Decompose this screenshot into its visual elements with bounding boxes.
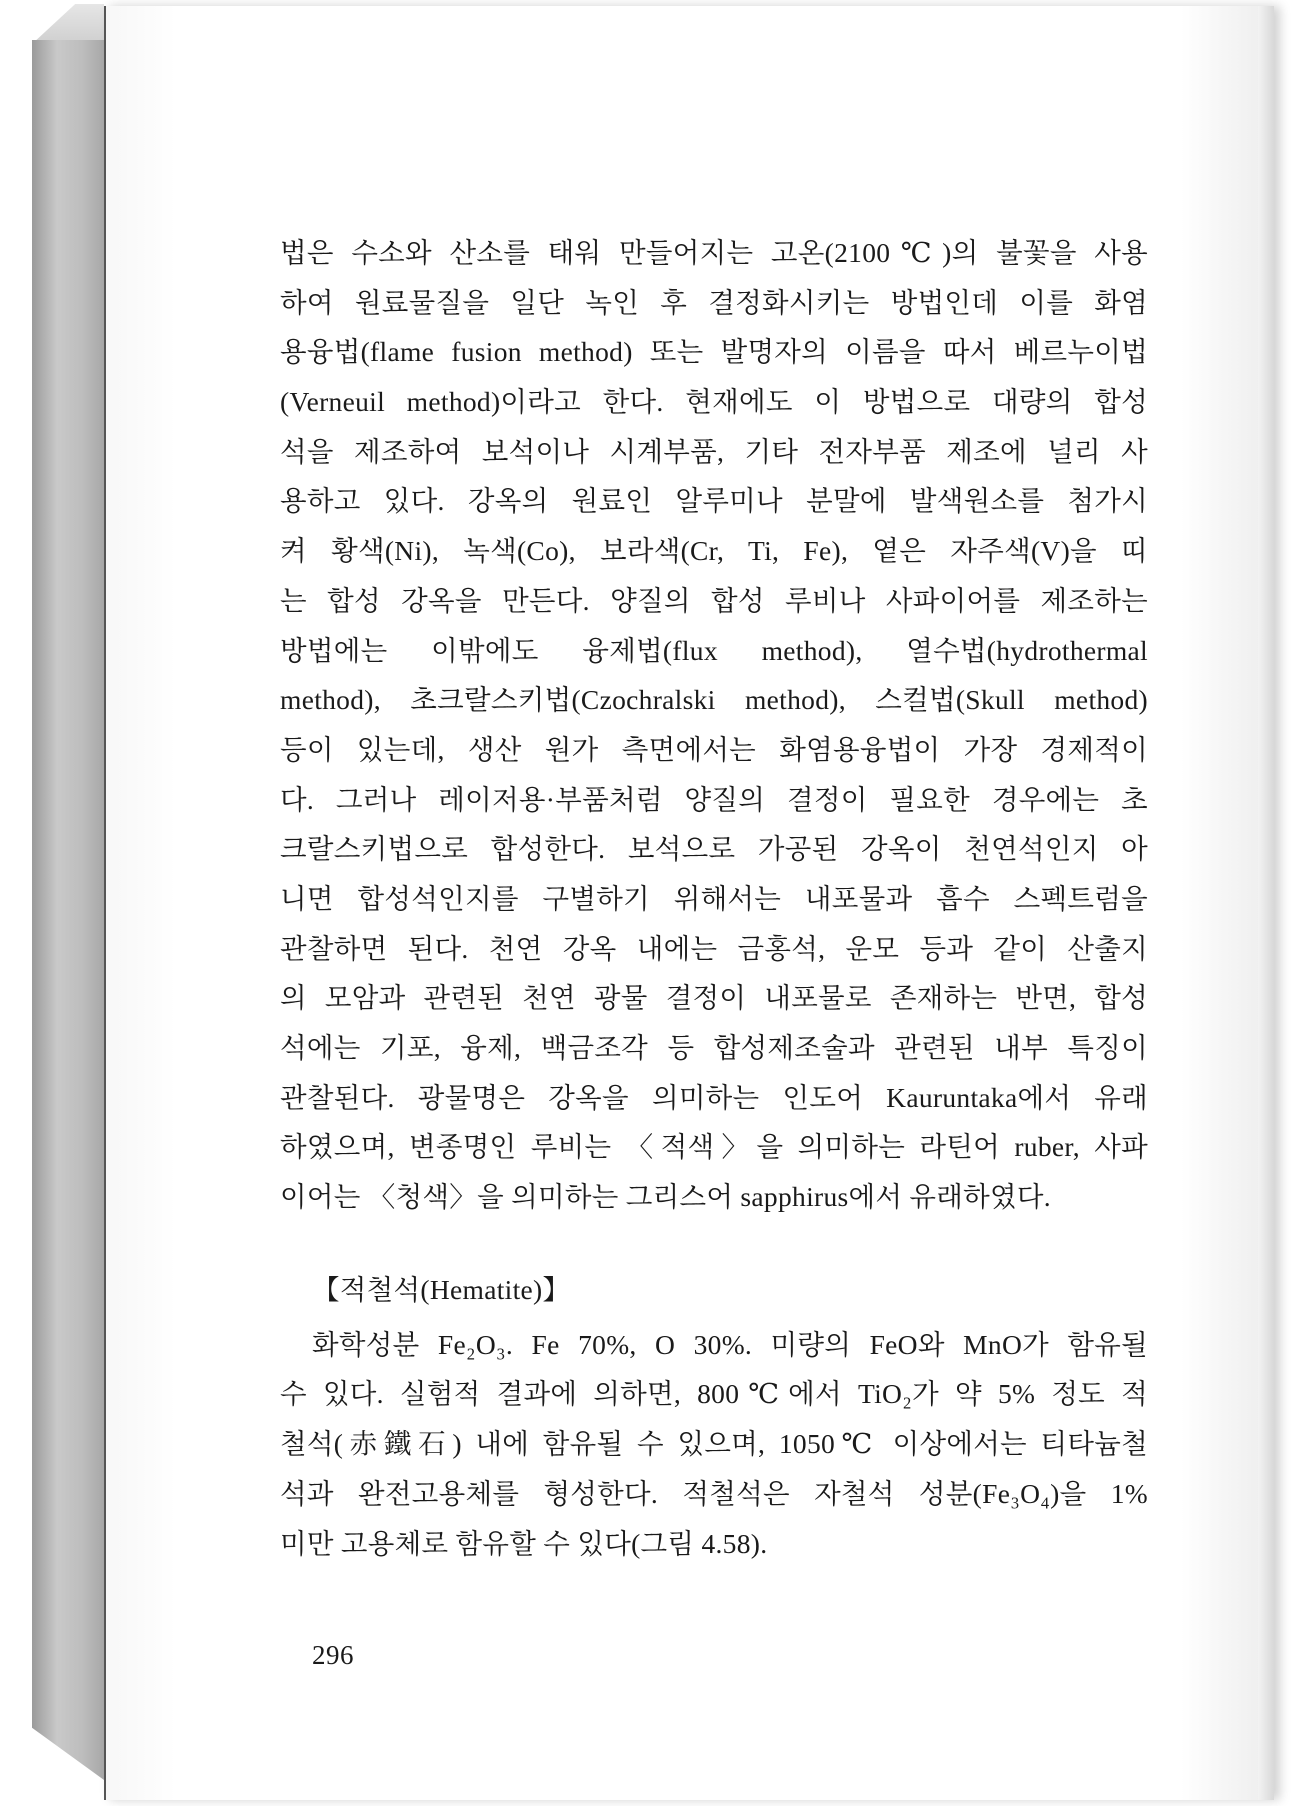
text-line: 수 있다. 실험적 결과에 의하면, 800℃에서 TiO₂가 약 5% 정도 적 — [280, 1378, 1148, 1410]
section-paragraph — [280, 1320, 1148, 1568]
text-line: 관찰하면 된다. 천연 강옥 내에는 금홍석, 운모 등과 같이 산출지 — [280, 932, 1148, 964]
text-line: 석과 완전고용체를 형성한다. 적철석은 자철석 성분(Fe₃O₄)을 1% — [280, 1477, 1148, 1509]
text-line: 다. 그러나 레이저용·부품처럼 양질의 결정이 필요한 경우에는 초 — [280, 783, 1148, 815]
text-line: 석에는 기포, 융제, 백금조각 등 합성제조술과 관련된 내부 특징이 — [280, 1032, 1148, 1063]
text-line: 의 모암과 관련된 천연 광물 결정이 내포물로 존재하는 반면, 합성 — [280, 982, 1148, 1014]
text-line: 미만 고용체로 함유할 수 있다(그림 4.58). — [280, 1527, 768, 1559]
text-line: 켜 황색(Ni), 녹색(Co), 보라색(Cr, Ti, Fe), 옅은 자주색(V)을 띠 — [280, 535, 1148, 567]
text-line: 크랄스키법으로 합성한다. 보석으로 가공된 강옥이 천연석인지 아 — [280, 833, 1148, 865]
text-line: 철석(赤鐵石) 내에 함유될 수 있으며, 1050℃ 이상에서는 티타늄철 — [280, 1428, 1148, 1460]
text-line: 관찰된다. 광물명은 강옥을 의미하는 인도어 Kauruntaka에서 유래 — [280, 1081, 1148, 1113]
text-line: 하여 원료물질을 일단 녹인 후 결정화시키는 방법인데 이를 화염 — [280, 286, 1148, 318]
text-line: 화학성분 Fe₂O₃. Fe 70%, O 30%. 미량의 FeO와 MnO가 함유될 — [312, 1328, 1148, 1360]
book-spine-top — [32, 4, 104, 44]
text-line: 용융법(flame fusion method) 또는 발명자의 이름을 따서 베르누이법 — [280, 336, 1148, 368]
text-line: (Verneuil method)이라고 한다. 현재에도 이 방법으로 대량의 합성 — [280, 386, 1148, 418]
text-line: 용하고 있다. 강옥의 원료인 알루미나 분말에 발색원소를 첨가시 — [280, 485, 1148, 517]
book-spine — [32, 40, 104, 1780]
text-line: 석을 제조하여 보석이나 시계부품, 기타 전자부품 제조에 널리 사 — [280, 435, 1148, 467]
book-page-edge — [1258, 6, 1274, 1800]
text-line: 방법에는 이밖에도 융제법(flux method), 열수법(hydrothermal — [280, 634, 1148, 666]
text-line: 법은 수소와 산소를 태워 만들어지는 고온(2100℃)의 불꽃을 사용 — [280, 237, 1148, 268]
section-heading: 【적철석(Hematite)】 — [312, 1273, 571, 1305]
page-number: 296 — [312, 1640, 354, 1670]
text-line: 는 합성 강옥을 만든다. 양질의 합성 루비나 사파이어를 제조하는 — [280, 584, 1148, 616]
text-line: 하였으며, 변종명인 루비는 〈적색〉을 의미하는 라틴어 ruber, 사파 — [280, 1131, 1148, 1163]
body-paragraph — [280, 228, 1148, 1222]
text-line: 니면 합성석인지를 구별하기 위해서는 내포물과 흡수 스펙트럼을 — [280, 882, 1148, 914]
text-line: method), 초크랄스키법(Czochralski method), 스컬법(Skull method) — [280, 684, 1148, 716]
text-line: 등이 있는데, 생산 원가 측면에서는 화염용융법이 가장 경제적이 — [280, 733, 1148, 765]
page-content — [280, 228, 1148, 1568]
text-line: 이어는 〈청색〉을 의미하는 그리스어 sapphirus에서 유래하였다. — [280, 1181, 1051, 1213]
